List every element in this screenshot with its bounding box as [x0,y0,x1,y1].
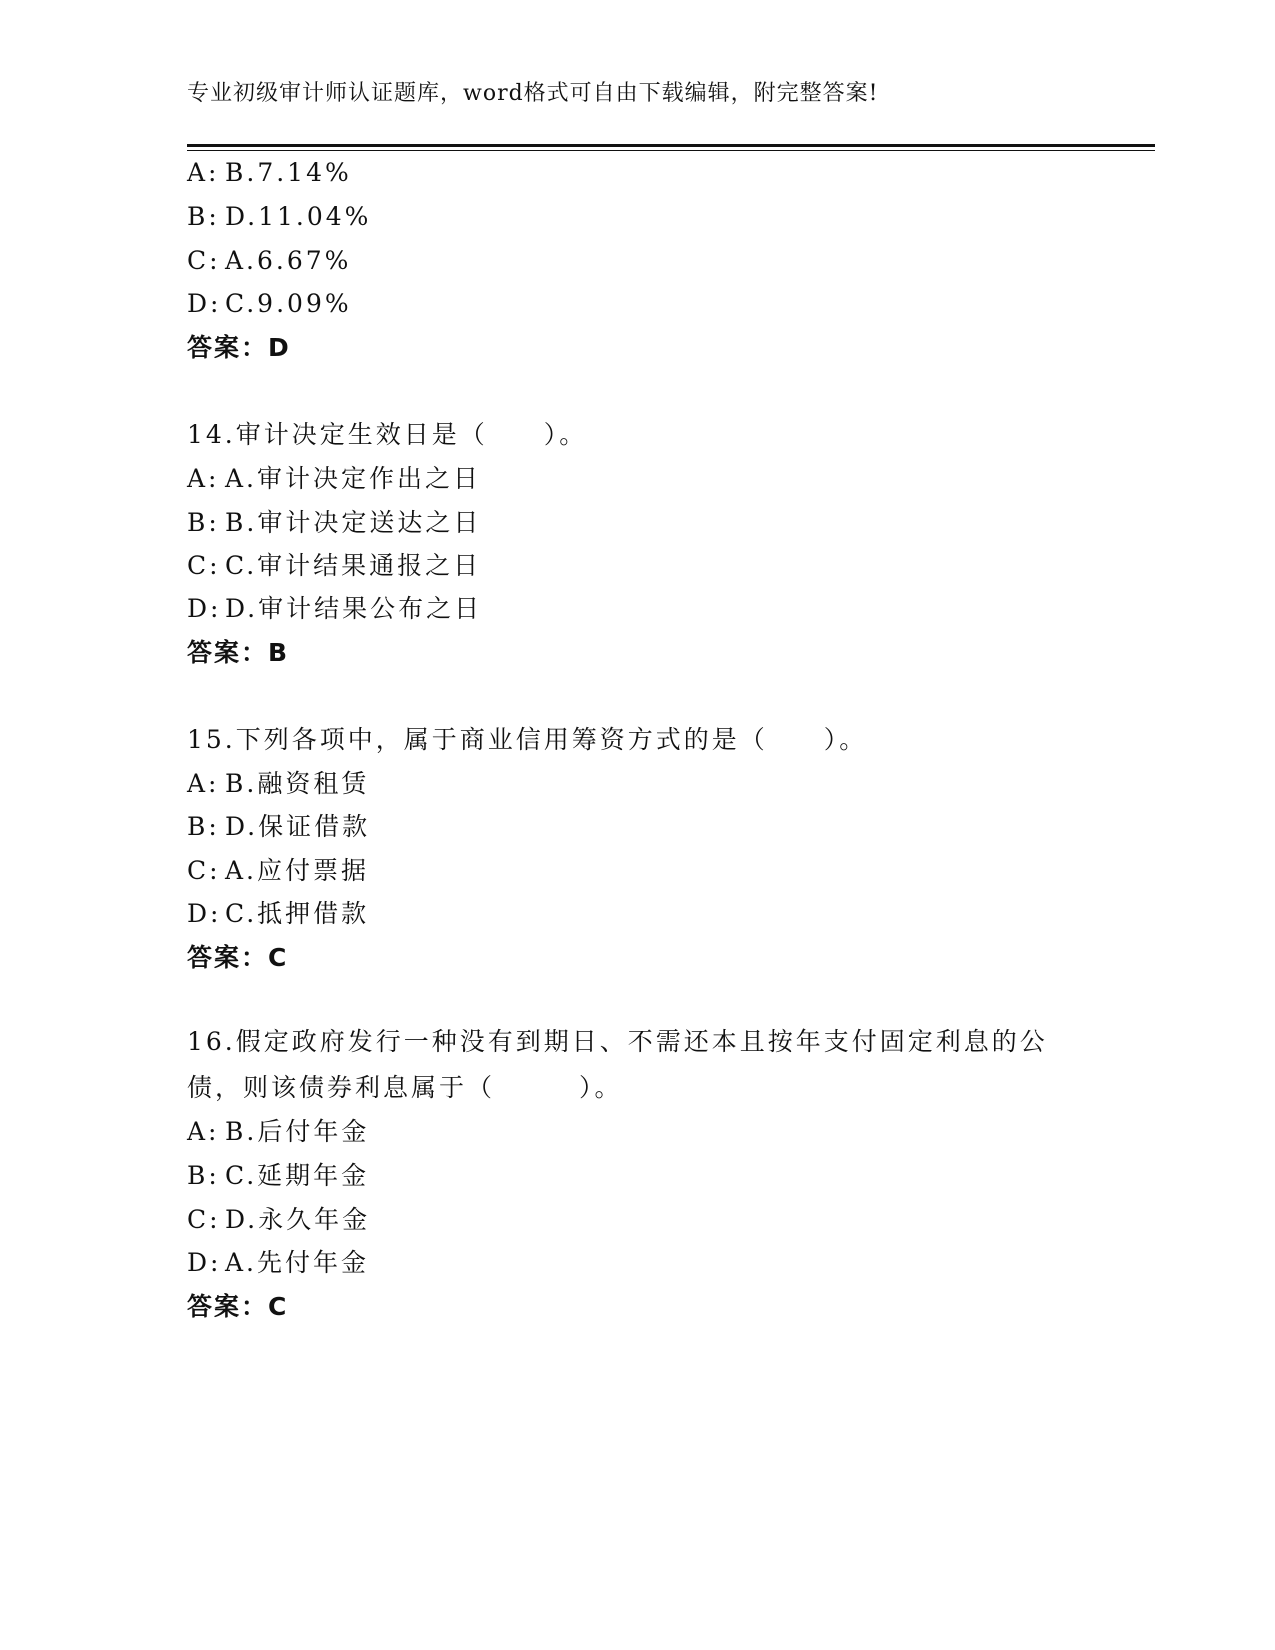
option-key: C: [187,551,221,580]
option-key: C: [187,1205,221,1234]
option-text: B.7.14% [225,158,352,187]
option-text: C.延期年金 [225,1161,370,1190]
option-key: C: [187,246,221,275]
option-text: D.审计结果公布之日 [225,594,483,623]
option-key: A: [187,158,220,187]
option-key: B: [187,508,220,537]
q15-option-a [187,771,369,796]
q14-option-d [187,596,482,621]
q14-option-c [187,553,481,578]
option-text: D.永久年金 [225,1205,371,1234]
option-key: B: [187,1161,220,1190]
option-text: B.审计决定送达之日 [225,508,482,537]
option-key: D: [187,594,222,623]
q16-option-b [187,1163,369,1188]
q16-option-c [187,1207,370,1232]
q14-option-b [187,510,481,535]
q15-option-c [187,858,369,883]
option-text: D.11.04% [225,202,372,231]
q14-option-a [187,466,481,491]
q13-option-d [187,291,352,316]
q15-option-d [187,901,369,926]
option-text: B.后付年金 [225,1117,370,1146]
option-text: C.抵押借款 [225,899,370,928]
option-key: D: [187,1248,222,1277]
q16-answer: 答案：C [187,1292,289,1321]
q15-stem: 15.下列各项中，属于商业信用筹资方式的是（ ）。 [187,725,868,754]
header-note: 专业初级审计师认证题库，word格式可自由下载编辑，附完整答案! [187,81,879,106]
option-text: A.应付票据 [225,856,370,885]
q15-option-b [187,814,370,839]
option-text: A.审计决定作出之日 [225,464,482,493]
header-rule-thick [187,144,1155,147]
q13-option-b [187,204,371,229]
q13-option-a [187,160,352,185]
q14-answer: 答案：B [187,638,290,667]
option-key: C: [187,856,221,885]
option-key: D: [187,289,222,318]
option-key: B: [187,202,220,231]
q13-option-c [187,248,351,273]
q15-answer: 答案：C [187,943,289,972]
q16-stem: 16.假定政府发行一种没有到期日、不需还本且按年支付固定利息的公债，则该债券利息属于（ ）。 [187,1027,1048,1102]
option-text: C.9.09% [225,289,352,318]
option-text: D.保证借款 [225,812,371,841]
option-key: B: [187,812,220,841]
q16-option-a [187,1119,369,1144]
option-key: A: [187,769,220,798]
option-key: A: [187,464,220,493]
q16-option-d [187,1250,369,1275]
option-key: D: [187,899,222,928]
q13-answer: 答案：D [187,333,291,362]
option-text: A.先付年金 [225,1248,370,1277]
option-text: B.融资租赁 [225,769,370,798]
q14-stem: 14.审计决定生效日是（ ）。 [187,420,588,449]
option-text: A.6.67% [225,246,352,275]
option-key: A: [187,1117,220,1146]
header-rule-thin [187,150,1155,151]
option-text: C.审计结果通报之日 [225,551,482,580]
